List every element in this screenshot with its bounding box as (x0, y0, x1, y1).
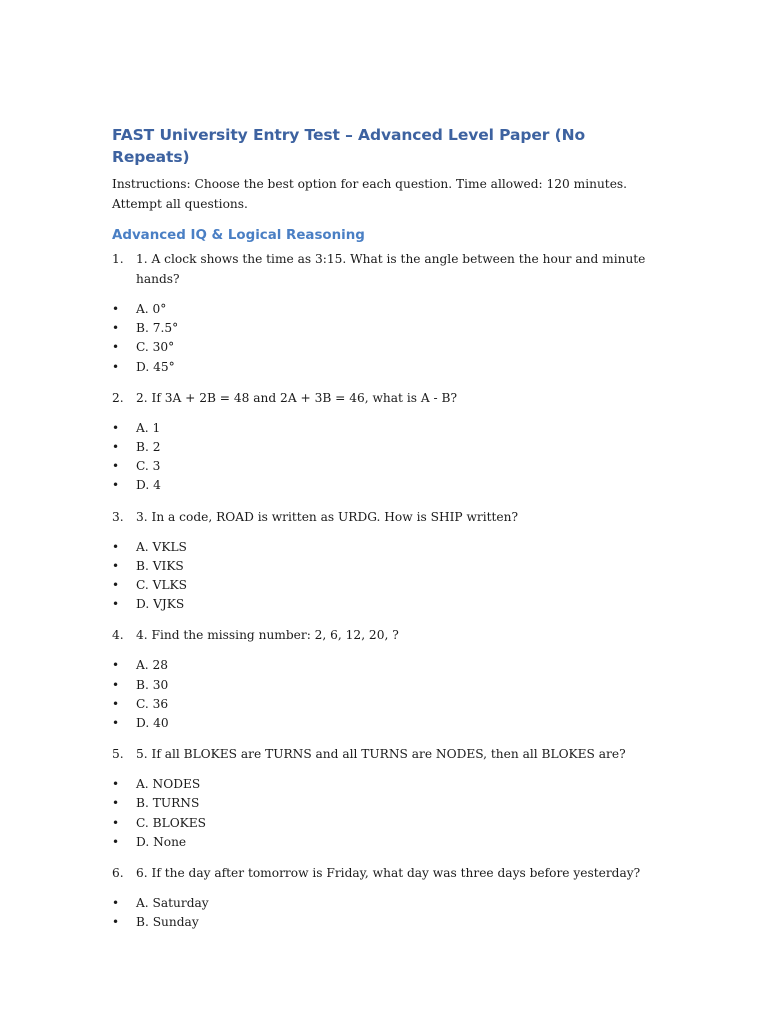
question-6 (112, 863, 660, 883)
option-item (112, 714, 660, 733)
option-text: B. 30 (136, 677, 169, 692)
option-text: B. 2 (136, 440, 161, 455)
option-list (112, 300, 660, 377)
option-item (112, 775, 660, 794)
option-text: C. VLKS (136, 578, 187, 593)
option-list (112, 894, 660, 932)
bullet-icon: • (112, 321, 120, 336)
bullet-icon: • (112, 539, 120, 554)
option-text: B. VIKS (136, 558, 184, 573)
question-number: 3. (112, 509, 124, 524)
option-item (112, 595, 660, 614)
question-text: 3. In a code, ROAD is written as URDG. How is SHIP written? (136, 509, 519, 524)
option-text: D. 4 (136, 478, 161, 493)
option-item (112, 894, 660, 913)
question-list (112, 249, 660, 932)
option-item (112, 419, 660, 438)
option-item (112, 794, 660, 813)
option-text: B. 7.5° (136, 321, 179, 336)
bullet-icon: • (112, 359, 120, 374)
option-text: C. BLOKES (136, 815, 207, 830)
question-2 (112, 388, 660, 408)
option-item (112, 338, 660, 357)
option-item (112, 358, 660, 377)
option-text: B. TURNS (136, 796, 200, 811)
bullet-icon: • (112, 815, 120, 830)
bullet-icon: • (112, 478, 120, 493)
option-item (112, 300, 660, 319)
question-text: 4. Find the missing number: 2, 6, 12, 20, ? (136, 628, 399, 643)
bullet-icon: • (112, 420, 120, 435)
question-5 (112, 744, 660, 764)
section-heading: Advanced IQ & Logical Reasoning (112, 228, 365, 243)
option-item (112, 656, 660, 675)
option-item (112, 814, 660, 833)
option-list (112, 538, 660, 615)
bullet-icon: • (112, 440, 120, 455)
question-number: 1. (112, 252, 124, 266)
instructions-text: Instructions: Choose the best option for each question. Time allowed: 120 minutes. Attempt all questions. (112, 177, 628, 211)
option-text: B. Sunday (136, 915, 199, 930)
bullet-icon: • (112, 340, 120, 355)
option-item (112, 538, 660, 557)
option-item (112, 557, 660, 576)
option-list (112, 656, 660, 733)
document-page (112, 124, 660, 943)
option-item (112, 676, 660, 695)
option-text: D. 45° (136, 359, 175, 374)
option-item (112, 319, 660, 338)
bullet-icon: • (112, 834, 120, 849)
question-3 (112, 507, 660, 527)
bullet-icon: • (112, 915, 120, 930)
option-text: A. VKLS (136, 539, 187, 554)
option-text: A. 0° (136, 302, 167, 316)
question-1 (112, 249, 660, 289)
option-text: D. VJKS (136, 597, 185, 612)
bullet-icon: • (112, 597, 120, 612)
option-item (112, 913, 660, 932)
question-number: 6. (112, 866, 124, 881)
option-text: D. 40 (136, 716, 169, 731)
bullet-icon: • (112, 578, 120, 593)
option-item (112, 833, 660, 852)
option-item (112, 576, 660, 595)
bullet-icon: • (112, 796, 120, 811)
option-item (112, 476, 660, 495)
option-list (112, 775, 660, 852)
document-title: FAST University Entry Test – Advanced Level Paper (No Repeats) (112, 126, 586, 166)
option-text: C. 30° (136, 340, 175, 355)
option-item (112, 438, 660, 457)
question-number: 5. (112, 747, 124, 762)
bullet-icon: • (112, 677, 120, 692)
option-item (112, 457, 660, 476)
bullet-icon: • (112, 696, 120, 711)
question-text: 6. If the day after tomorrow is Friday, what day was three days before yesterday? (136, 866, 641, 881)
question-4 (112, 625, 660, 645)
bullet-icon: • (112, 777, 120, 792)
bullet-icon: • (112, 558, 120, 573)
bullet-icon: • (112, 459, 120, 474)
question-text: 1. A clock shows the time as 3:15. What is the angle between the hour and minute hands? (136, 252, 646, 286)
question-number: 4. (112, 628, 124, 643)
option-text: A. NODES (136, 777, 201, 792)
question-number: 2. (112, 390, 124, 405)
bullet-icon: • (112, 302, 120, 316)
option-item (112, 695, 660, 714)
option-text: A. 28 (136, 658, 169, 673)
question-text: 5. If all BLOKES are TURNS and all TURNS are NODES, then all BLOKES are? (136, 747, 626, 762)
option-text: C. 3 (136, 459, 161, 474)
option-text: A. 1 (136, 420, 161, 435)
option-list (112, 419, 660, 496)
option-text: D. None (136, 834, 187, 849)
bullet-icon: • (112, 716, 120, 731)
option-text: A. Saturday (136, 896, 209, 911)
bullet-icon: • (112, 896, 120, 911)
question-text: 2. If 3A + 2B = 48 and 2A + 3B = 46, what is A - B? (136, 390, 458, 405)
bullet-icon: • (112, 658, 120, 673)
option-text: C. 36 (136, 696, 169, 711)
